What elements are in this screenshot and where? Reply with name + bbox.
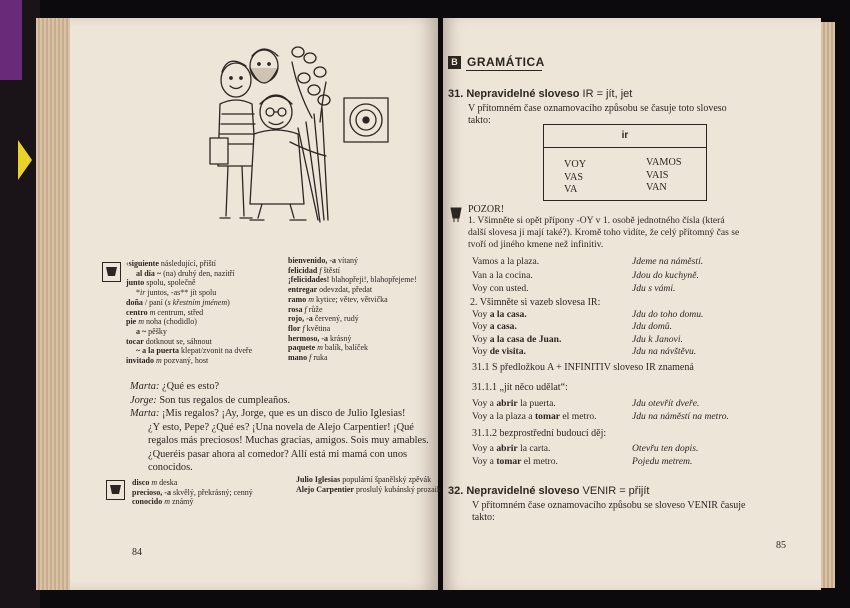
vocabulary-list-right xyxy=(288,256,417,363)
page-number-right: 85 xyxy=(776,540,786,551)
vocab-entry: invitado m pozvaný, host xyxy=(126,356,209,366)
vocab-entry: ramo m kytice; větev, větvička xyxy=(288,294,388,304)
table-col-singular: VOY VAS VA xyxy=(564,159,587,196)
vocab-entry: centro m centrum, střed xyxy=(126,307,204,317)
section-title-rule xyxy=(466,70,542,71)
vocab-entry: *ir juntos, -as** jít spolu xyxy=(136,288,217,298)
example-czech: Jdu na návštěvu. xyxy=(632,345,697,357)
warning-icon xyxy=(450,207,462,223)
vocab-entry: rojo, -a červený, rudý xyxy=(288,314,359,324)
pozor-label: POZOR! xyxy=(468,204,505,215)
vocab-entry: rosa f růže xyxy=(288,304,323,314)
vocab-entry: flor f květina xyxy=(288,323,331,333)
example-czech: Jdu otevřít dveře. xyxy=(632,398,700,409)
vocab-entry: ‹siguiente následující, příští xyxy=(126,259,217,268)
vocab-entry: paquete m balík, balíček xyxy=(288,343,368,353)
conjugation-table-ir xyxy=(543,124,707,201)
dialogue-speech: regalos más preciosos! Muchas gracias, amigos. Sois muy amables. xyxy=(148,435,429,446)
note-2: 2. Všimněte si vazeb slovesa IR: xyxy=(470,297,601,308)
vocab-entry: junto spolu, společně xyxy=(126,278,196,288)
vocab-entry: entregar odevzdat, předat xyxy=(288,285,373,295)
page-stack-right xyxy=(821,22,835,588)
vocab-entry: pie m noha (chodidlo) xyxy=(126,317,197,327)
section-title: GRAMÁTICA xyxy=(467,55,545,69)
note-line: 1. Všimněte si opět přípony -OY v 1. osobě jednotného čísla (která xyxy=(468,215,725,226)
example-czech: Jdu domů. xyxy=(632,321,672,333)
dialogue-speech: ¿Queréis pasar ahora al comedor? Allí está mi mamá con unos xyxy=(148,448,408,460)
vocab-entry: disco m deska xyxy=(132,478,178,487)
dialogue-speech: ¡Mis regalos? ¡Ay, Jorge, que es un disco de Julio Iglesias! xyxy=(159,408,406,419)
dialogue-line xyxy=(130,380,429,394)
example-spanish: Voy con usted. xyxy=(472,283,529,294)
vocab-entry: precioso, -a skvělý, překrásný; cenný xyxy=(132,487,253,497)
vocab-entry: ~ a la puerta klepat/zvonit na dveře xyxy=(136,346,253,356)
dialogue-speech: ¿Qué es esto? xyxy=(159,381,220,392)
dialogue-line xyxy=(130,394,429,408)
example-spanish: Voy de visita. xyxy=(472,345,526,357)
vocab-entry: a ~ pěšky xyxy=(136,326,167,336)
example-spanish: Van a la cocina. xyxy=(472,269,533,281)
intro-31: V přítomném čase oznamovacího způsobu se časuje toto sloveso takto: xyxy=(468,103,727,127)
vocabulary-icon-2 xyxy=(106,480,125,500)
example-czech: Jdu do toho domu. xyxy=(632,309,704,320)
example-spanish: Voy a la casa. xyxy=(472,309,527,320)
speaker-name: Marta: xyxy=(130,408,160,419)
example-spanish: Voy a tomar el metro. xyxy=(472,455,558,467)
subsection-31-1: 31.1 S předložkou A + INFINITIV sloveso IR znamená xyxy=(472,362,694,373)
intro-32: V přítomném čase oznamovacího způsobu se sloveso VENIR časuje takto: xyxy=(472,500,746,524)
example-spanish: Voy a abrir la puerta. xyxy=(472,398,556,409)
subsection-31-1-2: 31.1.2 bezprostřední budoucí děj: xyxy=(472,428,607,439)
example-spanish: Voy a casa. xyxy=(472,321,517,333)
example-czech: Jdu k Janovi. xyxy=(632,333,683,345)
vocab-entry: Julio Iglesias populární španělský zpěvák xyxy=(296,475,432,484)
vocabulary-list-left xyxy=(126,259,252,366)
example-czech: Jdu s vámi. xyxy=(632,283,676,294)
subsection-31-1-1: 31.1.1 „jít něco udělat“: xyxy=(472,382,568,393)
vocabulary-list-2-left xyxy=(132,478,253,507)
heading-32: 32. Nepravidelné sloveso VENIR = přijít xyxy=(448,485,650,497)
vocab-entry: mano f ruka xyxy=(288,353,328,363)
heading-31: 31. Nepravidelné sloveso IR = jít, jet xyxy=(448,88,633,100)
speaker-name: Jorge: xyxy=(130,394,157,406)
dialogue-line xyxy=(130,434,429,448)
book-cover-edge xyxy=(0,0,40,608)
vocab-entry: doña / paní (s křestním jménem) xyxy=(126,297,230,307)
note-line: tvoří od jiného kmene než infinitiv. xyxy=(468,239,604,251)
vocab-entry: al día ~ (na) druhý den, nazítří xyxy=(136,268,235,278)
vocabulary-list-2-right xyxy=(296,475,441,494)
table-col-plural: VAMOS VAIS VAN xyxy=(646,157,682,194)
vocab-entry: bienvenido, -a vítaný xyxy=(288,256,359,265)
dialogue-line xyxy=(130,461,429,475)
vocabulary-icon xyxy=(102,262,121,282)
vocab-entry: felicidad f štěstí xyxy=(288,265,341,275)
page-number-left: 84 xyxy=(132,547,142,558)
vocab-entry: ¡felicidades! blahopřeji!, blahopřejeme! xyxy=(288,275,417,285)
dialogue-speech: Son tus regalos de cumpleaños. xyxy=(156,394,291,406)
dialogue-text xyxy=(130,380,429,475)
example-spanish: Voy a la casa de Juan. xyxy=(472,333,562,345)
example-czech: Otevřu ten dopis. xyxy=(632,443,699,454)
example-czech: Pojedu metrem. xyxy=(632,455,693,467)
table-header: ir xyxy=(544,125,706,148)
dialogue-line xyxy=(130,407,429,421)
vocab-entry: tocar dotknout se, sáhnout xyxy=(126,336,212,346)
example-czech: Jdeme na náměstí. xyxy=(632,256,704,267)
dialogue-speech: ¿Y esto, Pepe? ¿Qué es? ¡Una novela de Alejo Carpentier! ¡Qué xyxy=(148,421,414,433)
section-letter-badge: B xyxy=(448,56,461,69)
example-spanish: Voy a abrir la carta. xyxy=(472,443,551,454)
note-line: další slovesa ji mají také?). Kromě toho vidíte, že celý přítomný čas se xyxy=(468,227,740,239)
speaker-name: Marta: xyxy=(130,381,160,392)
example-spanish: Voy a la plaza a tomar el metro. xyxy=(472,410,597,422)
example-czech: Jdu na náměstí na metro. xyxy=(632,410,729,422)
vocab-entry: hermoso, -a krásný xyxy=(288,333,352,343)
dialogue-speech: conocidos. xyxy=(148,462,193,473)
vocab-entry: Alejo Carpentier proslulý kubánský prozaik xyxy=(296,484,441,494)
illustration-friends-gifts xyxy=(206,42,396,232)
dialogue-line xyxy=(130,448,429,462)
example-czech: Jdou do kuchyně. xyxy=(632,269,699,281)
note-1 xyxy=(468,215,739,252)
dialogue-line xyxy=(130,421,429,435)
book-cover-color xyxy=(0,0,22,80)
vocab-entry: conocido m známý xyxy=(132,497,194,507)
example-spanish: Vamos a la plaza. xyxy=(472,256,540,267)
